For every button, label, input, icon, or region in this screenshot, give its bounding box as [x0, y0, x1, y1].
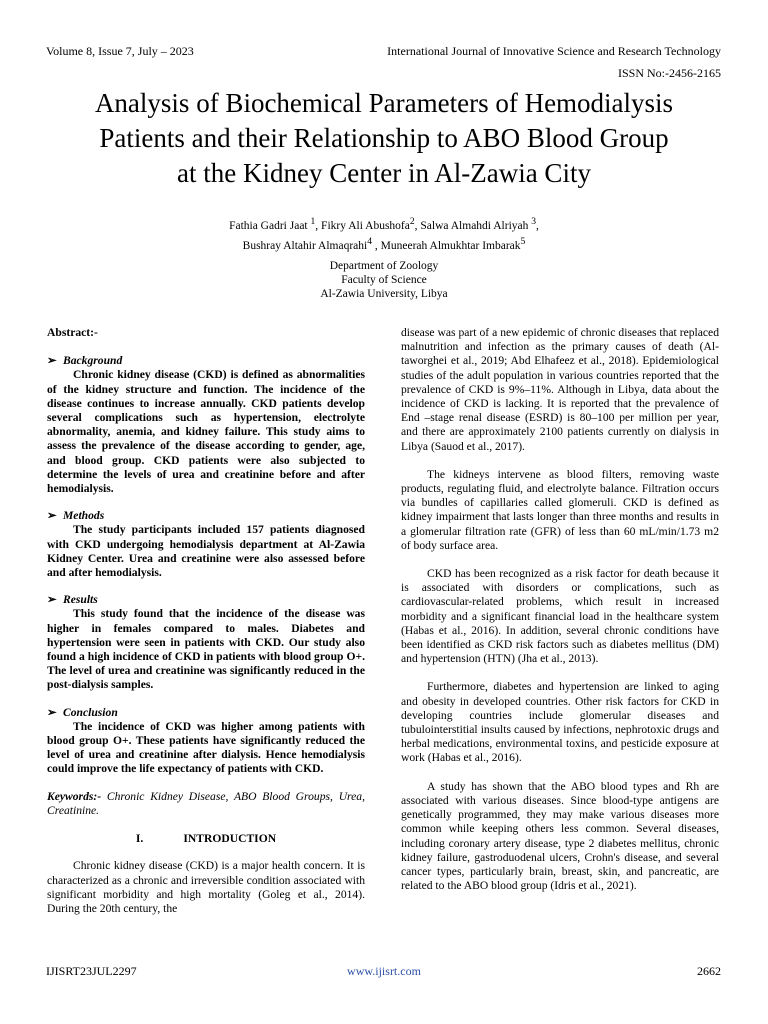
author-line-1	[30, 214, 738, 234]
abstract-subheading-conclusion: ➢ Conclusion	[47, 705, 118, 719]
author-affil-mark: 1	[310, 216, 316, 227]
abstract-background-text: Chronic kidney disease (CKD) is defined as abnormalities of the kidney structure and function. The incidence of the disease continues to increase annually. CKD patients develop several complications such as hypertension, electrolyte abnormality, anemia, and kidney failure. This study aims to assess the prevalence of the disease according to gender, age, and blood group. CKD patients were also subjected to determine the levels of urea and creatinine before and after hemodialysis.	[47, 368, 365, 496]
abstract-subheading-results: ➢ Results	[47, 593, 98, 607]
body-paragraph: The kidneys intervene as blood filters, removing waste products, regulating fluid, and electrolyte balance. Filtration occurs via bundles of capillaries called glomeruli. CKD is defined as kidney impairment that lasts longer than three months and results in a glomerular filtration rate (GFR) of less than 60 mL/min/1.73 m2 of body surface area.	[401, 467, 719, 552]
section-number: I.	[135, 832, 144, 846]
arrow-bullet-icon: ➢	[47, 593, 57, 607]
author-list	[30, 214, 738, 254]
abstract-subheading-background: ➢ Background	[47, 354, 123, 368]
author-name: Fathia Gadri Jaat	[229, 219, 311, 232]
keywords-text: Chronic Kidney Disease, ABO Blood Groups, Urea, Creatinine.	[47, 789, 365, 817]
author-name: , Muneerah Almukhtar Imbarak	[372, 239, 521, 252]
author-affil-mark: 4	[367, 235, 373, 247]
author-affil-mark: 3	[531, 216, 537, 227]
paper-title	[30, 86, 738, 191]
affiliation-department: Department of Zoology	[329, 260, 439, 272]
keywords-label: Keywords:-	[47, 789, 102, 803]
abstract-heading: Abstract:-	[47, 326, 98, 339]
header-journal: International Journal of Innovative Science and Research Technology	[387, 44, 721, 58]
footer-website-link[interactable]: www.ijisrt.com	[347, 964, 421, 978]
body-paragraph: CKD has been recognized as a risk factor for death because it is associated with disorders or complications, such as cardiovascular-related problems, which result in increased morbidity and a significant financial load in the healthcare system (Habas et al., 2016). In addition, several chronic conditions have been identified as CKD risk factors such as diabetes mellitus (DM) and hypertension (HTN) (Jha et al., 2013).	[401, 567, 719, 666]
body-paragraph: disease was part of a new epidemic of chronic diseases that replaced malnutrition and infection as the primary causes of death (Al-taworghei et al., 2019; Abd Elhafeez et al., 2018). Epidemiological studies of the adult population in various countries reported that the prevalence of CKD is 9%–11%. Although in Libya, data about the incidence of CKD is lacking. It is reported that the prevalence of End –stage renal disease (ESRD) is 80–100 per million per year, and there are approximately 2100 patients currently on dialysis in Libya (Sauod et al., 2017).	[401, 326, 719, 453]
section-title: INTRODUCTION	[183, 832, 277, 846]
arrow-bullet-icon: ➢	[47, 509, 57, 523]
header-issn: ISSN No:-2456-2165	[617, 66, 721, 80]
arrow-bullet-icon: ➢	[47, 354, 57, 368]
arrow-bullet-icon: ➢	[47, 705, 57, 719]
author-name: , Salwa Almahdi Alriyah	[414, 219, 532, 232]
body-paragraph: Furthermore, diabetes and hypertension are linked to aging and obesity in developed countries. Other risk factors for CKD in developing countries include glomerular diseases and tubulointerstitial insults caused by infections, nephrotoxic drugs and herbal medications, environmental toxins, and pesticide exposure at work (Habas et al., 2016).	[401, 680, 719, 765]
author-affil-mark: 5	[520, 235, 526, 247]
abstract-conclusion-text: The incidence of CKD was higher among patients with blood group O+. These patients have significantly reduced the level of urea and creatinine after dialysis. Hence hemodialysis could improve the life expectancy of patients with CKD.	[47, 719, 365, 776]
footer-paper-id: IJISRT23JUL2297	[46, 964, 137, 978]
keywords	[47, 790, 365, 818]
left-column	[47, 326, 365, 930]
affiliation	[30, 259, 738, 301]
author-separator: ,	[536, 219, 539, 232]
affiliation-university: Al-Zawia University, Libya	[320, 288, 448, 300]
title-line: at the Kidney Center in Al-Zawia City	[177, 158, 591, 188]
author-affil-mark: 2	[409, 216, 415, 227]
body-paragraph: A study has shown that the ABO blood types and Rh are associated with various diseases. Since blood-type antigens are genetically programmed, they may make various diseases more common while keeping others less common. Several diseases, including coronary artery disease, type 2 diabetes mellitus, chronic kidney failure, gastroduodenal ulcers, Crohn's disease, and several cancer types, particularly brain, breast, skin, and pancreatic, are related to the ABO blood group (Idris et al., 2021).	[401, 779, 719, 893]
section-heading-introduction	[47, 832, 365, 846]
header-volume: Volume 8, Issue 7, July – 2023	[46, 44, 194, 58]
author-name: , Fikry Ali Abushofa	[315, 219, 410, 232]
author-line-2	[30, 234, 738, 254]
abstract-subheading-methods: ➢ Methods	[47, 509, 105, 523]
title-line: Patients and their Relationship to ABO Blood Group	[99, 123, 669, 153]
right-column	[401, 326, 719, 907]
affiliation-faculty: Faculty of Science	[341, 274, 427, 286]
abstract-methods-text: The study participants included 157 patients diagnosed with CKD undergoing hemodialysis department at Al-Zawia Kidney Center. Urea and creatinine were also assessed before and after hemodialysis.	[47, 523, 365, 580]
abstract-results-text: This study found that the incidence of the disease was higher in females compared to males. Diabetes and hypertension were seen in patients with CKD. Our study also found a high incidence of CKD in patients with blood group O+. The level of urea and creatinine was significantly reduced in the post-dialysis samples.	[47, 607, 365, 692]
title-line: Analysis of Biochemical Parameters of Hemodialysis	[94, 88, 674, 118]
author-name: Bushray Altahir Almaqrahi	[242, 239, 368, 252]
footer-page-number: 2662	[697, 964, 721, 978]
intro-paragraph: Chronic kidney disease (CKD) is a major health concern. It is characterized as a chronic and irreversible condition associated with significant morbidity and high mortality (Goleg et al., 2014). During the 20th century, the	[47, 859, 365, 915]
